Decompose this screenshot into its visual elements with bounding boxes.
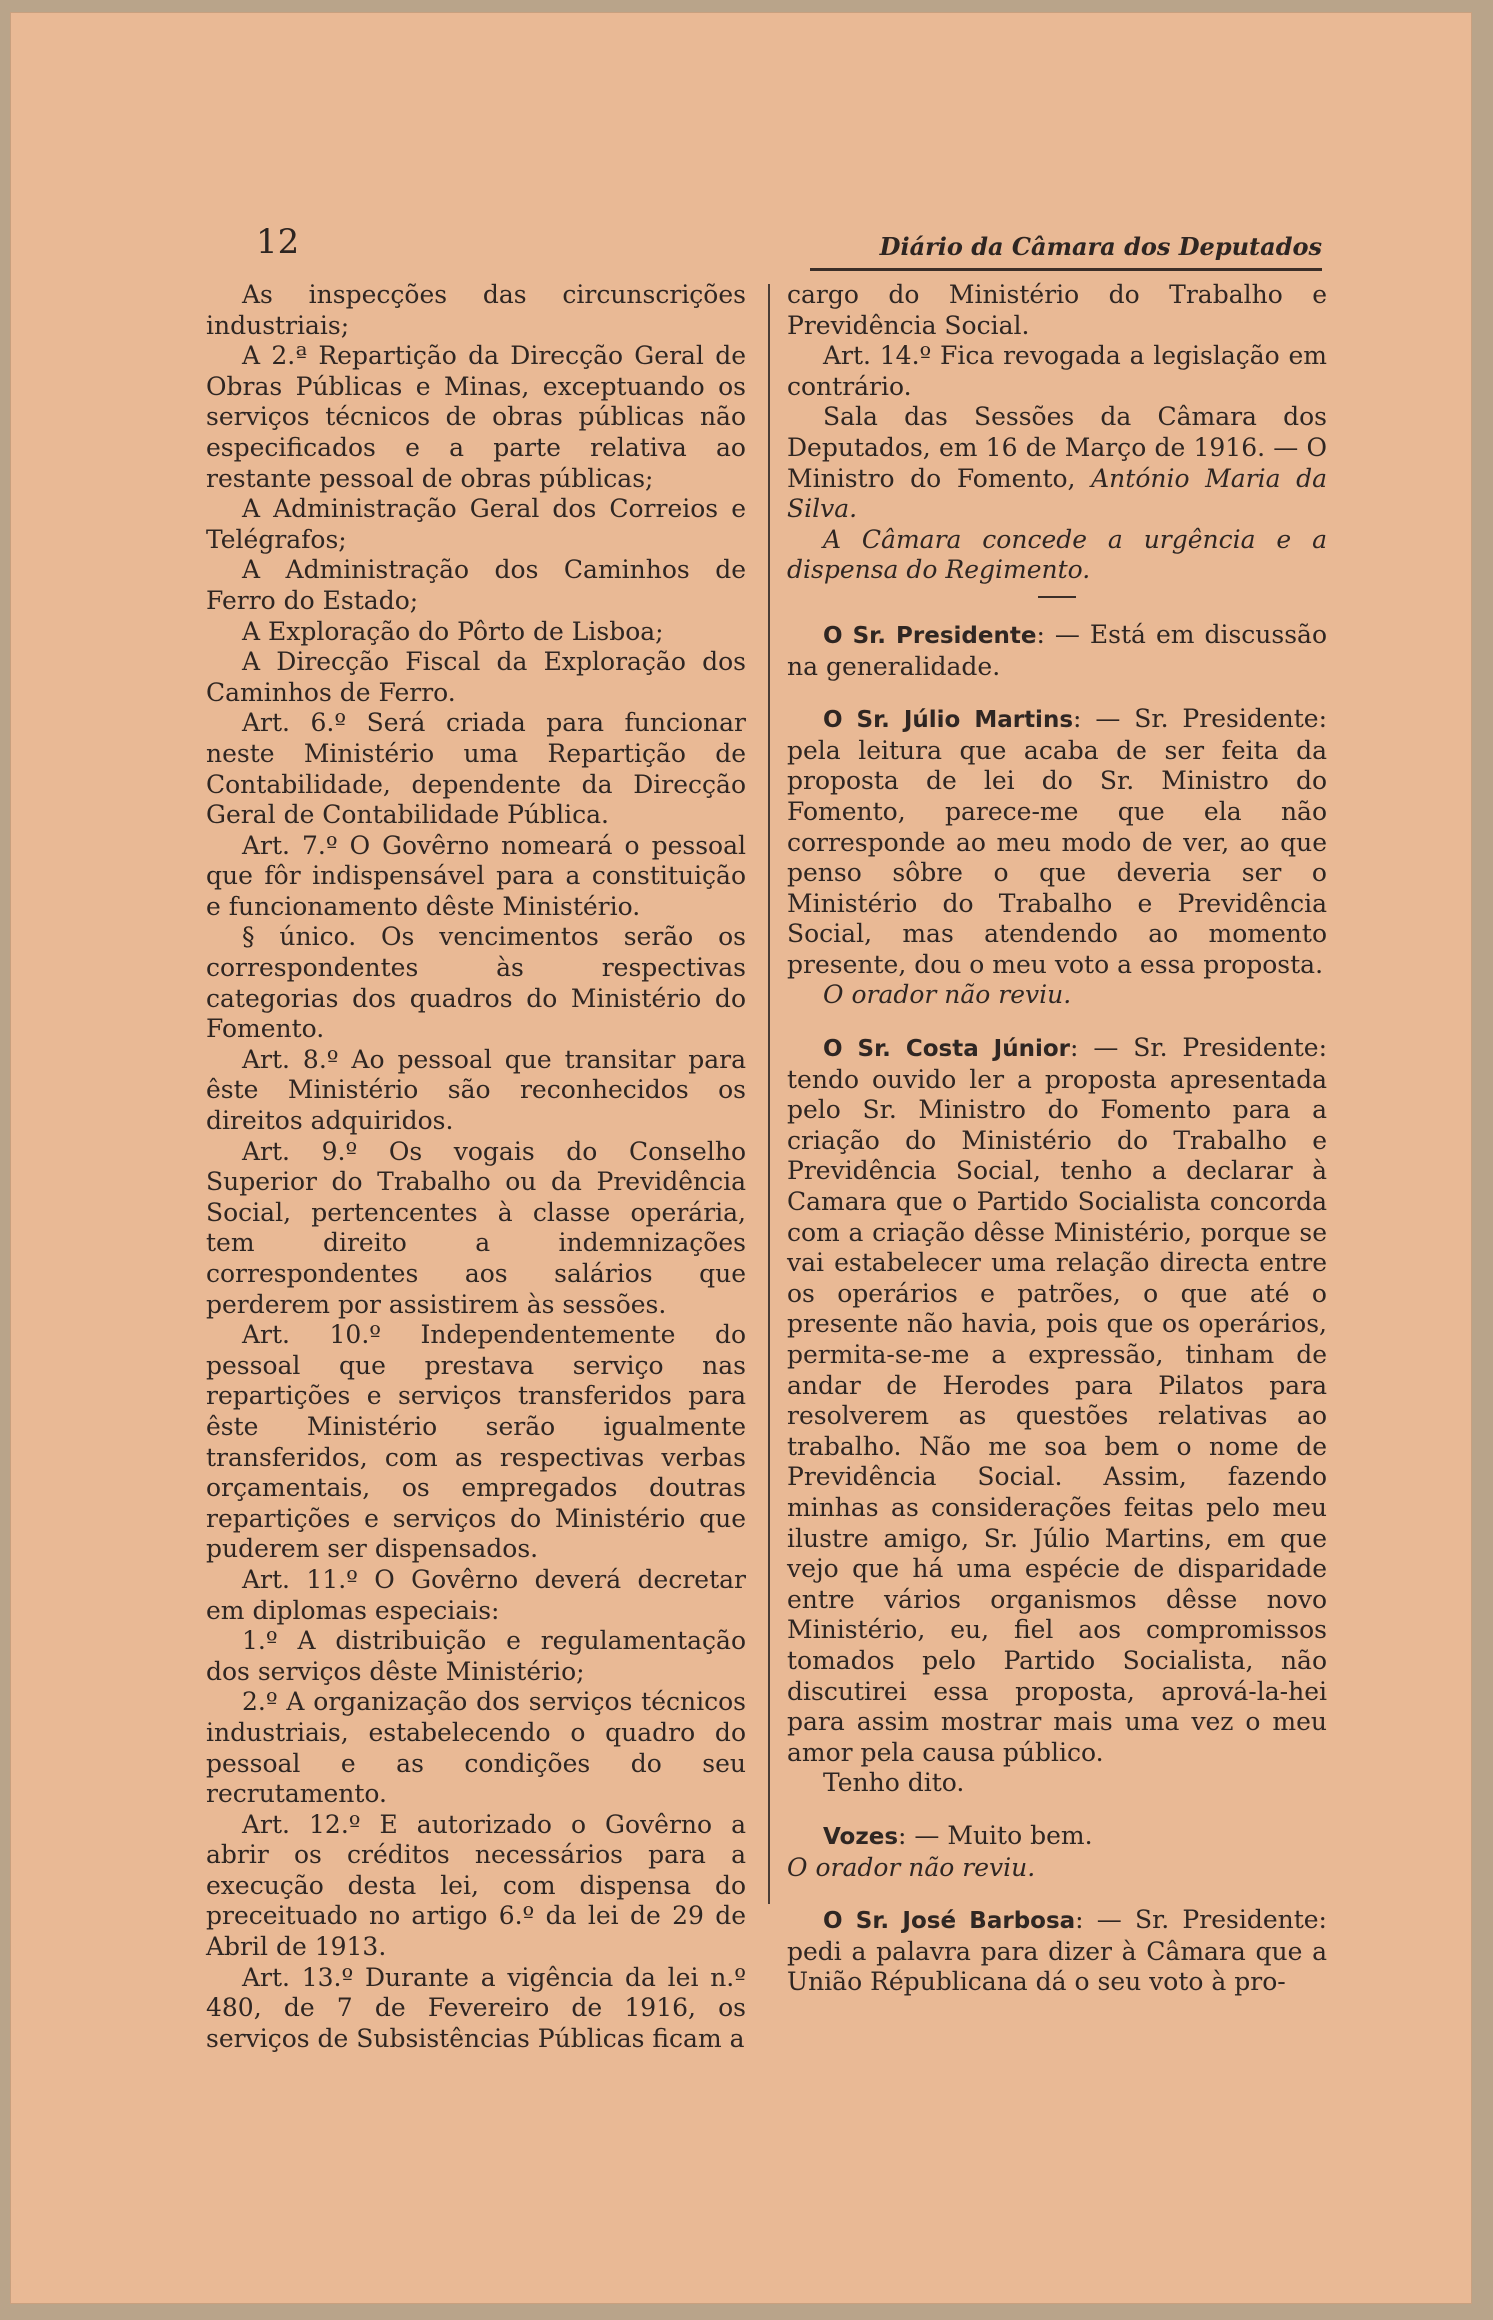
paragraph: As inspecções das circunscrições industriais;	[206, 280, 746, 340]
speech-text: : — Sr. Presidente: tendo ouvido ler a proposta apresentada pelo Sr. Ministro do Fomento para a criação do Ministério do Trabalho e Previdência Social, tenho a declarar à Camara que o Partido Socialista concorda com a criação dêsse Ministério, porque se vai estabelecer uma relação directa entre os operários e patrões, o que até o presente não havia, pois que os operários, permita-se-me a expressão, tinham de andar de Herodes para Pilatos para resolverem as questões relativas ao trabalho. Não me soa bem o nome de Previdência Social. Assim, fazendo minhas as considerações feitas pelo meu ilustre amigo, Sr. Júlio Martins, em que vejo que há uma espécie de disparidade entre vários organismos dêsse novo Ministério, eu, fiel aos compromissos tomados pelo Partido Socialista, não discutirei essa proposta, aprová-la-hei para assim mostrar mais uma vez o meu amor pela causa público.	[787, 1033, 1327, 1767]
newspaper-page	[10, 12, 1472, 2304]
paragraph: § único. Os vencimentos serão os correspondentes às respectivas categorias dos quadros do Ministério do Fomento.	[206, 922, 746, 1044]
paragraph: A Direcção Fiscal da Exploração dos Caminhos de Ferro.	[206, 647, 746, 707]
speech	[787, 1905, 1327, 1998]
paragraph: Art. 11.º O Govêrno deverá decretar em diplomas especiais:	[206, 1564, 746, 1625]
speech-text: : — Sr. Presidente: pedi a palavra para dizer à Câmara que a União Républicana dá o seu voto à pro-	[787, 1905, 1327, 1997]
speech-text: : — Está em discussão na generalidade.	[787, 619, 1327, 681]
speaker-name: O Sr. Júlio Martins	[823, 707, 1074, 734]
paragraph: Art. 8.º Ao pessoal que transitar para êste Ministério são reconhecidos os direitos adquiridos.	[206, 1044, 746, 1136]
section-separator	[1038, 596, 1076, 598]
journal-title: Diário da Câmara dos Deputados	[879, 232, 1322, 261]
minister-name: António Maria da Silva.	[787, 463, 1327, 524]
paragraph: A Administração Geral dos Correios e Telégrafos;	[206, 494, 746, 554]
paragraph: Art. 14.º Fica revogada a legislação em contrário.	[787, 341, 1327, 401]
paragraph: A 2.ª Repartição da Direcção Geral de Obras Públicas e Minas, exceptuando os serviços técnicos de obras públicas não especificados e a parte relativa ao restante pessoal de obras públicas;	[206, 341, 746, 493]
column-divider	[768, 284, 770, 1904]
right-column	[787, 280, 1327, 1998]
paragraph: Art. 13.º Durante a vigência da lei n.º 480, de 7 de Fevereiro de 1916, os serviços de Subsistências Públicas ficam a	[206, 1962, 746, 2053]
paragraph: A Exploração do Pôrto de Lisboa;	[242, 616, 664, 646]
speaker-name: O Sr. Presidente	[823, 622, 1037, 649]
signature-line: Sala das Sessões da Câmara dos Deputados, em 16 de Março de 1916. — O Ministro do Fomento,	[787, 402, 1327, 493]
speech-closing: Tenho dito.	[823, 1768, 965, 1798]
speech-text: : — Sr. Presidente: pela leitura que acaba de ser feita da proposta de lei do Sr. Ministro do Fomento, parece-me que ela não corresponde ao meu modo de ver, ao que penso sôbre o que deveria ser o Ministério do Trabalho e Previdência Social, mas atendendo ao momento presente, dou o meu voto a essa proposta.	[787, 704, 1327, 979]
editor-note: O orador não reviu.	[823, 980, 1072, 1010]
left-column	[206, 280, 746, 2054]
paragraph: A Administração dos Caminhos de Ferro do Estado;	[206, 555, 746, 615]
resolution-note: A Câmara concede a urgência e a dispensa do Regimento.	[787, 524, 1327, 585]
speech	[787, 1821, 1327, 1853]
page-header	[10, 12, 1472, 272]
paragraph: cargo do Ministério do Trabalho e Previdência Social.	[787, 280, 1327, 340]
paragraph: Art. 12.º E autorizado o Govêrno a abrir os créditos necessários para a execução desta lei, com dispensa do preceituado no artigo 6.º da lei de 29 de Abril de 1913.	[206, 1809, 746, 1962]
paragraph: 1.º A distribuição e regulamentação dos serviços dêste Ministério;	[206, 1626, 746, 1686]
speech	[787, 620, 1327, 682]
paragraph: Art. 9.º Os vogais do Conselho Superior do Trabalho ou da Previdência Social, pertencentes à classe operária, tem direito a indemnizações correspondentes aos salários que perderem por assistirem às sessões.	[206, 1136, 746, 1319]
speaker-name: Vozes	[823, 1823, 899, 1850]
speaker-name: O Sr. Costa Júnior	[823, 1036, 1071, 1063]
speech-text: : — Muito bem.	[898, 1820, 1093, 1850]
speech	[787, 704, 1327, 980]
speech	[787, 1033, 1327, 1768]
speaker-name: O Sr. José Barbosa	[823, 1908, 1076, 1935]
page-number: 12	[256, 222, 300, 262]
paragraph: Art. 10.º Independentemente do pessoal que prestava serviço nas repartições e serviços transferidos para êste Ministério serão igualmente transferidos, com as respectivas verbas orçamentais, os empregados doutras repartições e serviços do Ministério que puderem ser dispensados.	[206, 1320, 746, 1564]
paragraph	[787, 402, 1327, 524]
header-rule	[810, 268, 1322, 271]
paragraph: Art. 6.º Será criada para funcionar neste Ministério uma Repartição de Contabilidade, dependente da Direcção Geral de Contabilidade Pública.	[206, 708, 746, 830]
editor-note: O orador não reviu.	[787, 1852, 1036, 1882]
paragraph: Art. 7.º O Govêrno nomeará o pessoal que fôr indispensável para a constituição e funcionamento dêste Ministério.	[206, 830, 746, 921]
paragraph: 2.º A organização dos serviços técnicos industriais, estabelecendo o quadro do pessoal e as condições do seu recrutamento.	[206, 1687, 746, 1809]
